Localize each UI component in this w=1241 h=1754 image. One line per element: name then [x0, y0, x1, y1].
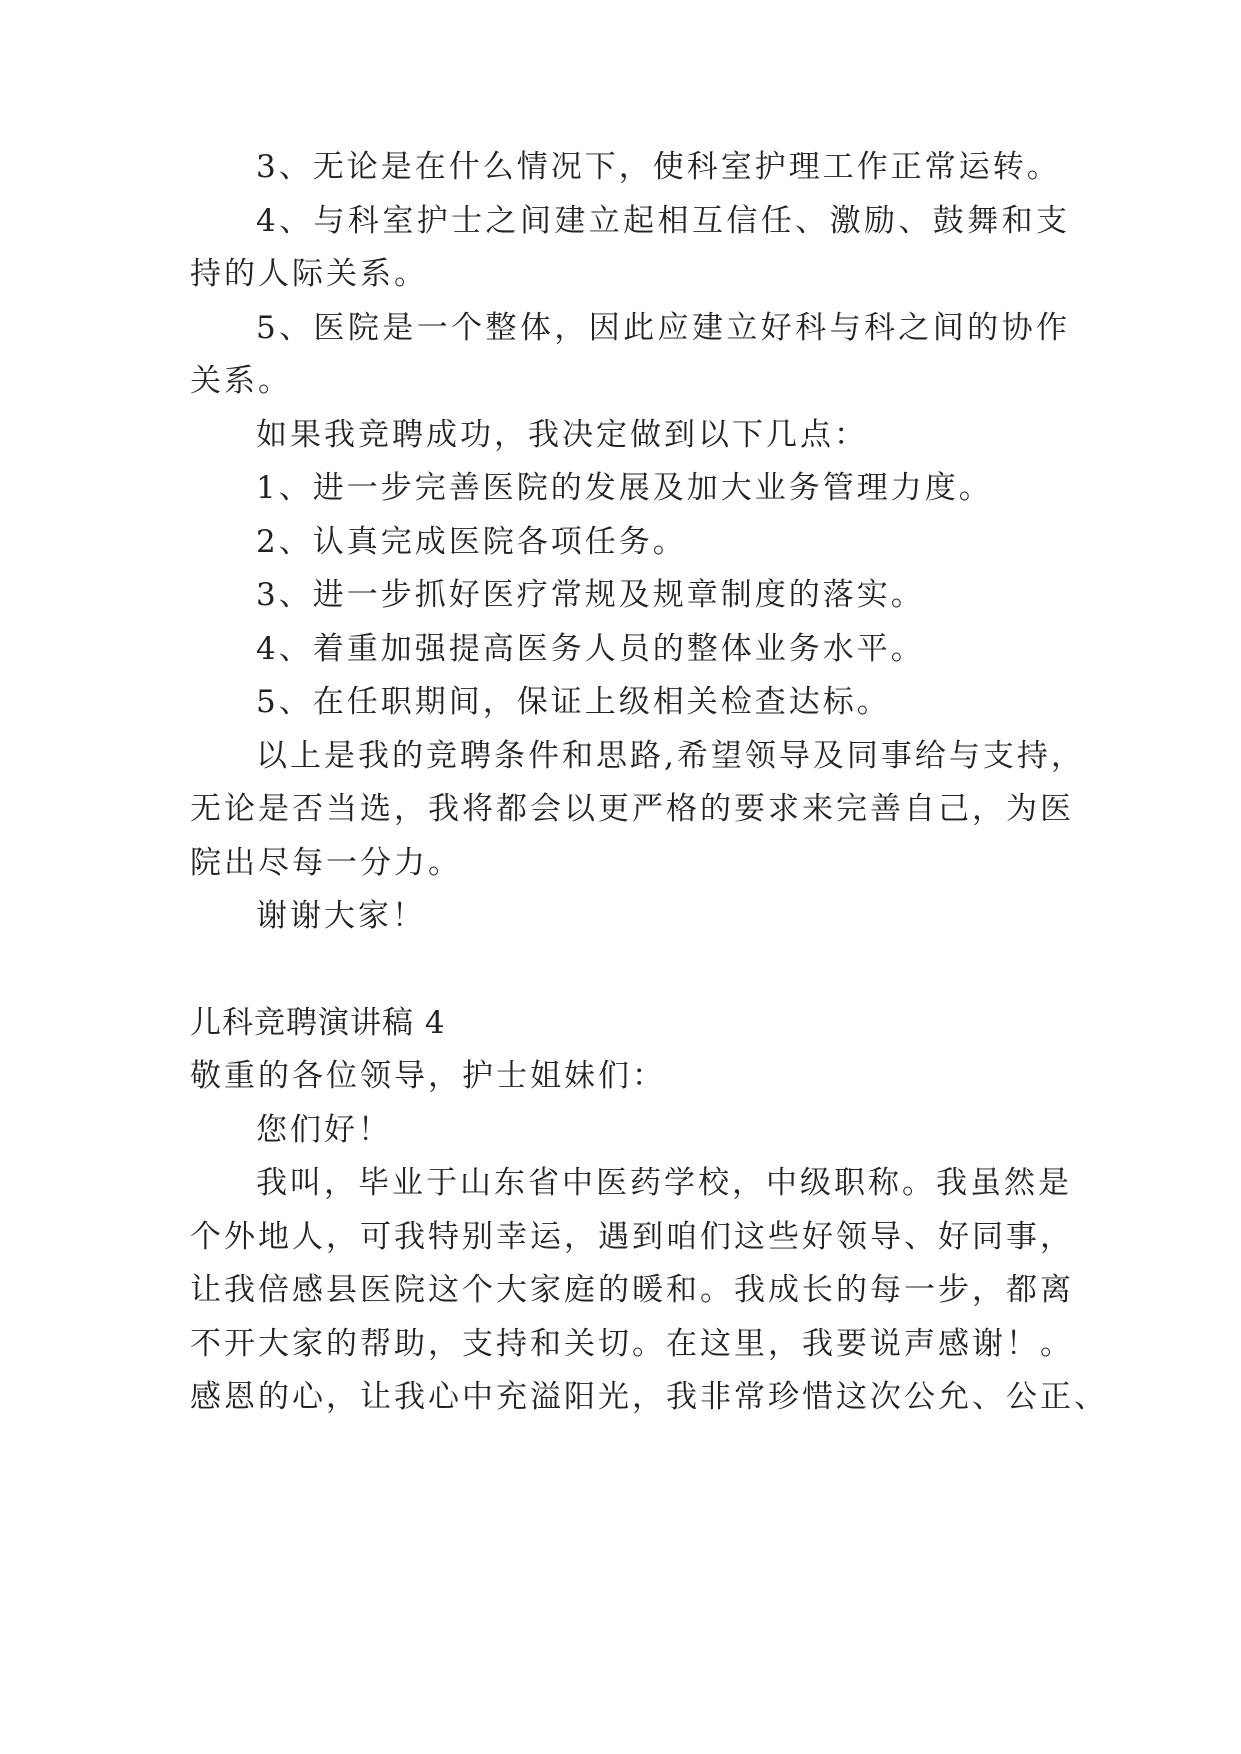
- section-title: 儿科竞聘演讲稿 4: [190, 1005, 446, 1041]
- greeting: 您们好！: [256, 1112, 392, 1148]
- paragraph-line: 个外地人，可我特别幸运，遇到咱们这些好领导、好同事，: [190, 1219, 1074, 1255]
- paragraph-line: 我叫，毕业于山东省中医药学校，中级职称。我虽然是: [256, 1165, 1072, 1201]
- paragraph-line: 以上是我的竞聘条件和思路,希望领导及同事给与支持，: [256, 738, 1085, 774]
- paragraph-line: 4、与科室护士之间建立起相互信任、激励、鼓舞和支: [256, 203, 1070, 239]
- list-item: 4、着重加强提高医务人员的整体业务水平。: [256, 631, 925, 667]
- paragraph-line: 3、无论是在什么情况下，使科室护理工作正常运转。: [256, 149, 1061, 185]
- paragraph-line: 5、医院是一个整体，因此应建立好科与科之间的协作: [256, 310, 1070, 346]
- paragraph-line: 感恩的心，让我心中充溢阳光，我非常珍惜这次公允、公正、: [190, 1379, 1108, 1415]
- paragraph-line: 不开大家的帮助，支持和关切。在这里，我要说声感谢！。: [190, 1326, 1074, 1362]
- paragraph-line: 如果我竞聘成功，我决定做到以下几点：: [256, 417, 868, 453]
- list-item: 1、进一步完善医院的发展及加大业务管理力度。: [256, 470, 993, 506]
- paragraph-line: 无论是否当选，我将都会以更严格的要求来完善自己，为医: [190, 791, 1074, 827]
- paragraph-line: 关系。: [190, 363, 292, 399]
- closing-thanks: 谢谢大家！: [256, 898, 426, 934]
- paragraph-line: 让我倍感县医院这个大家庭的暖和。我成长的每一步，都离: [190, 1272, 1074, 1308]
- paragraph-line: 持的人际关系。: [190, 256, 428, 292]
- list-item: 2、认真完成医院各项任务。: [256, 524, 687, 560]
- list-item: 3、进一步抓好医疗常规及规章制度的落实。: [256, 577, 925, 613]
- salutation: 敬重的各位领导，护士姐妹们：: [190, 1058, 666, 1094]
- paragraph-line: 院出尽每一分力。: [190, 845, 462, 881]
- list-item: 5、在任职期间，保证上级相关检查达标。: [256, 684, 891, 720]
